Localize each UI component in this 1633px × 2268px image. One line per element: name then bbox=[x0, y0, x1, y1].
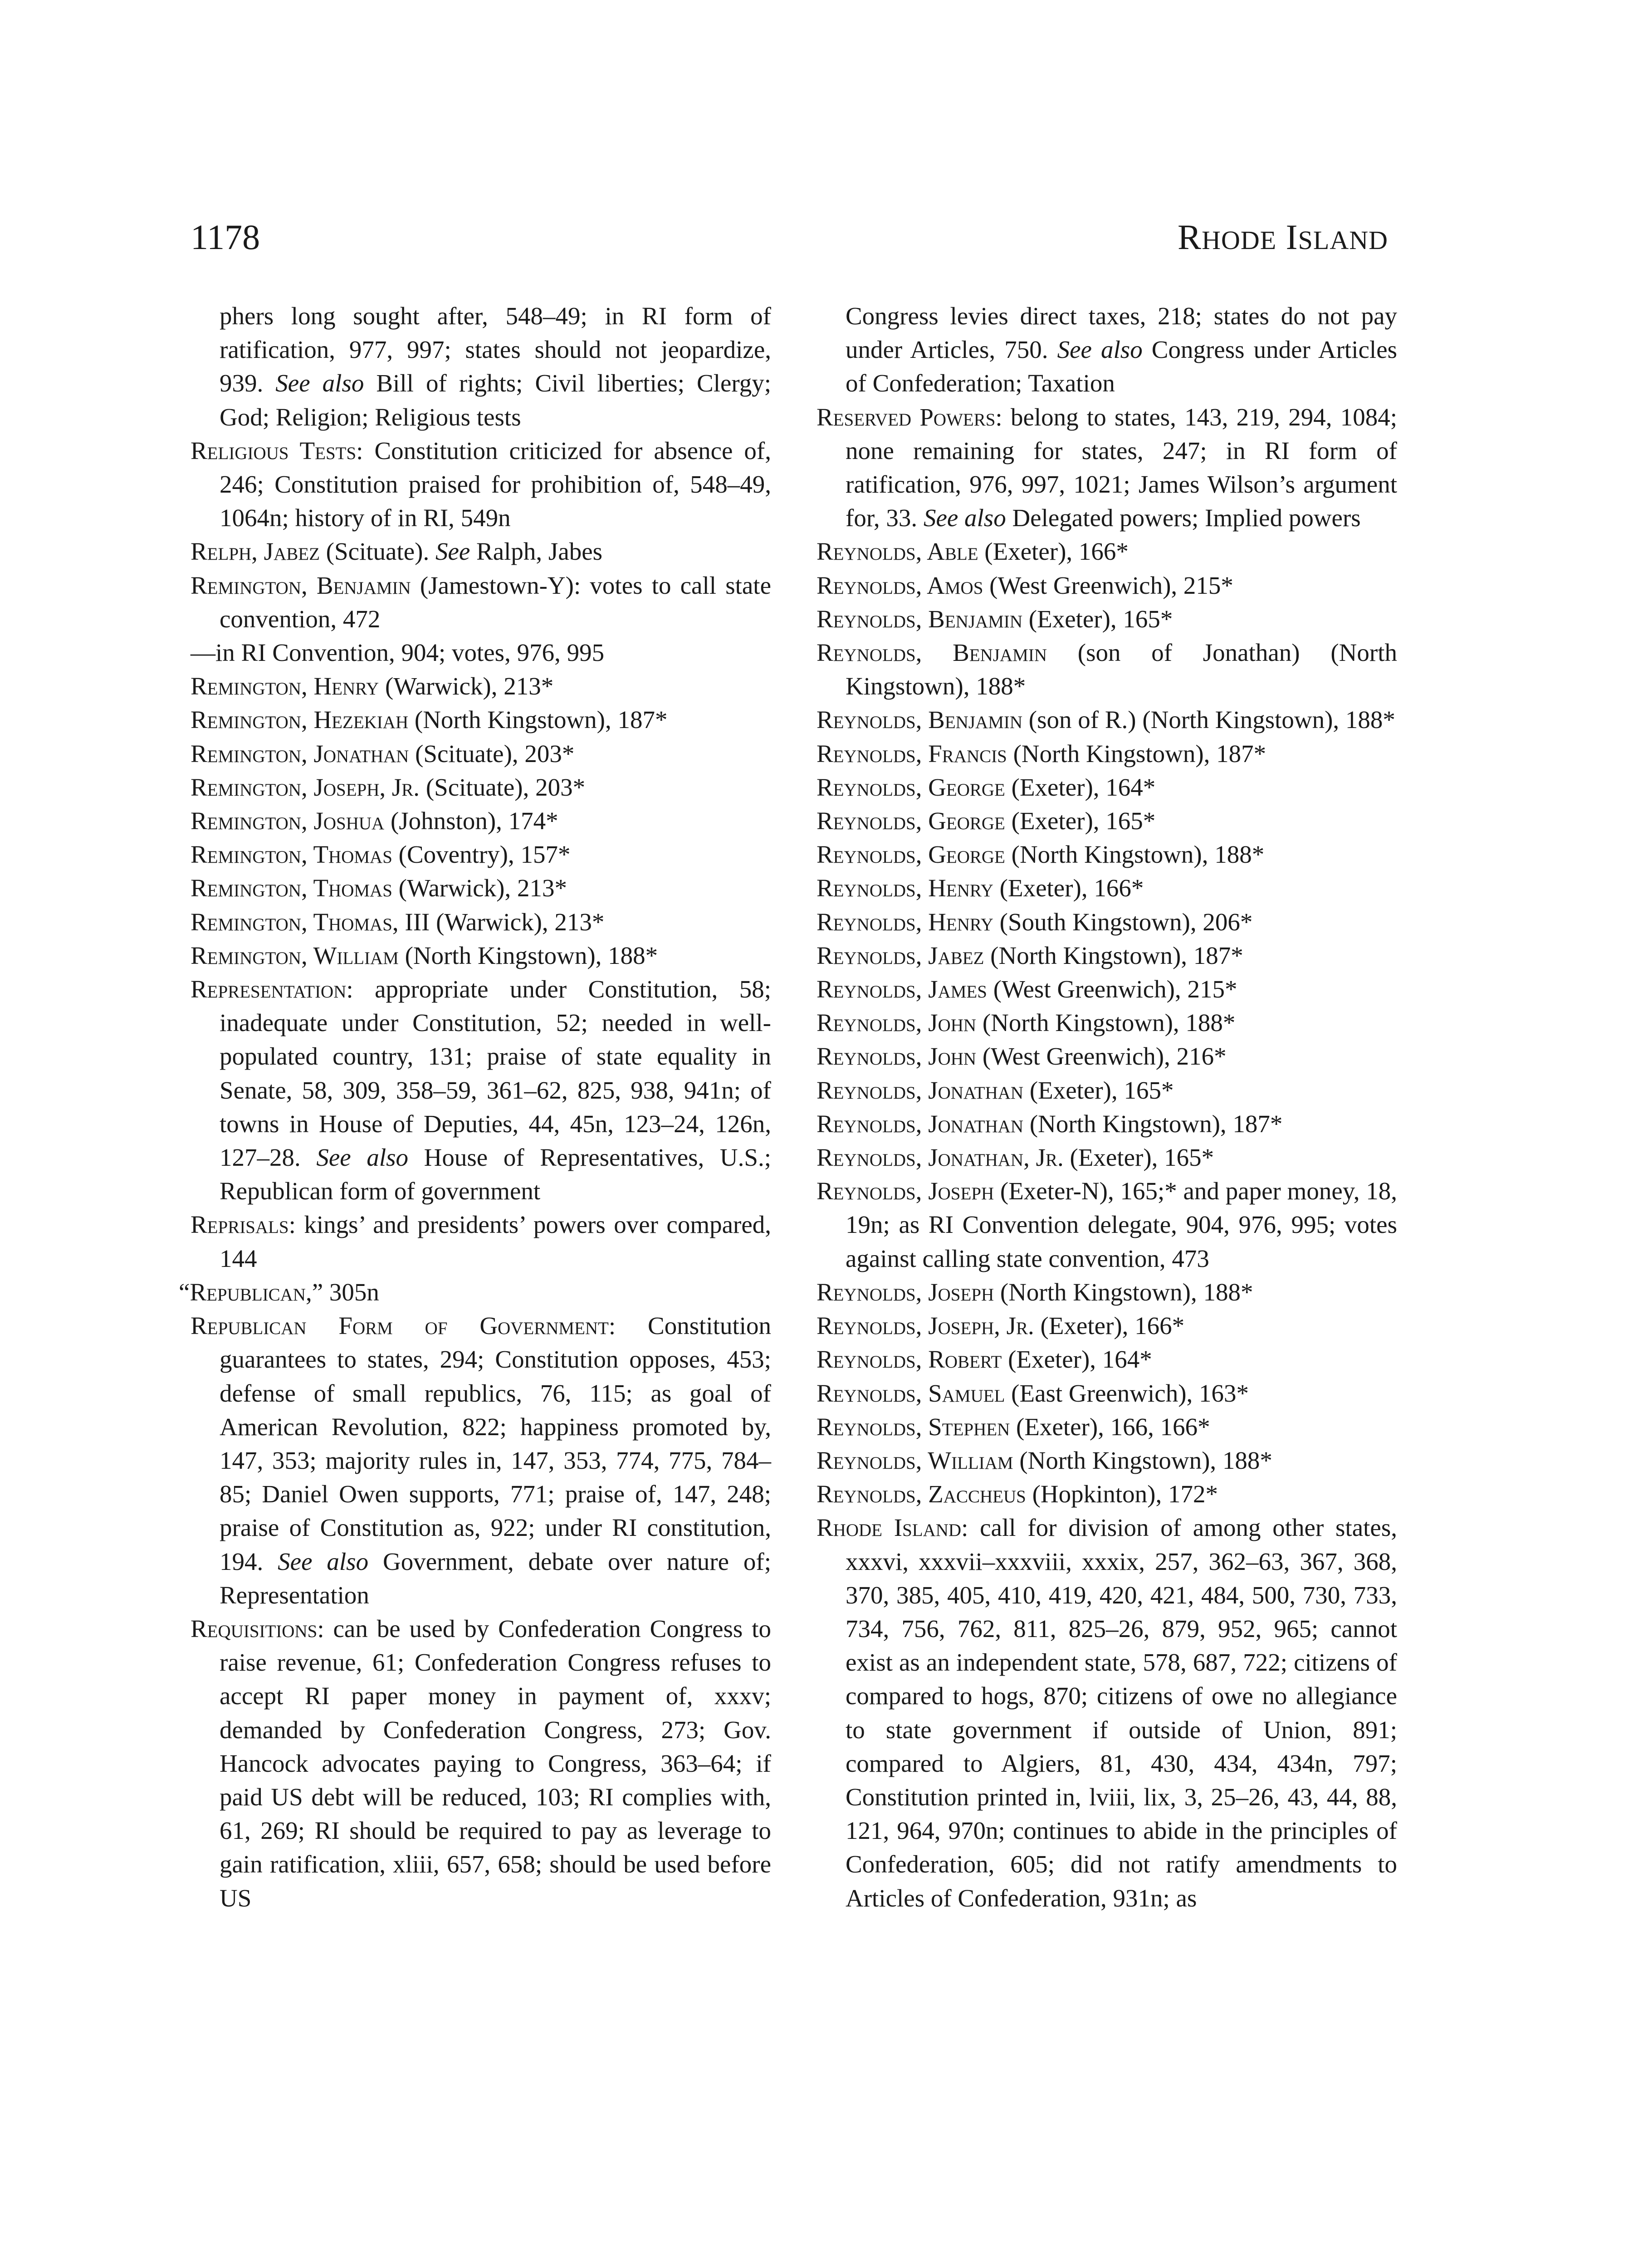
index-entry-text: (West Greenwich), 216* bbox=[976, 1042, 1227, 1070]
index-entry bbox=[191, 703, 771, 737]
index-entry-text: (North Kingstown), 188* bbox=[1013, 1446, 1272, 1474]
index-entry-text: Congress levies direct taxes, 218; states do not pay under Articles, 750. See also Congress under Articles of Confederation; Taxation bbox=[846, 302, 1398, 397]
index-entry bbox=[191, 1208, 771, 1275]
index-entry-text: : call for division of among other states, xxxvi, xxxvii–xxxviii, xxxix, 257, 362–63, 367, 368, 370, 385, 405, 410, 419, 420, 421, 484, 500, 730, 733, 734, 756, 762, 811, 825–26, 879, 952, 965; cannot exist as an independent state, 578, 687, 722; citizens of compared to hogs, 870; citizens of owe no allegiance to state government if outside of Union, 891; compared to Algiers, 81, 430, 434, 434n, 797; Constitution printed in, lviii, lix, 3, 25–26, 43, 44, 88, 121, 964, 970n; continues to abide in the principles of Confederation, 605; did not ratify amendments to Articles of Confederation, 931n; as bbox=[846, 1514, 1397, 1912]
index-entry bbox=[816, 1343, 1397, 1376]
index-entry bbox=[816, 871, 1397, 905]
index-entry-text: : belong to states, 143, 219, 294, 1084; none remaining for states, 247; in RI form of ratification, 976, 997, 1021; James Wilson’s argument for, 33. See also Delegated powers; Implied powers bbox=[846, 403, 1397, 532]
index-entry-text: (son of Jonathan) (North Kingstown), 188* bbox=[846, 639, 1397, 700]
index-entry-text: (West Greenwich), 215* bbox=[987, 975, 1237, 1003]
index-entry bbox=[191, 299, 771, 434]
index-entry-text: (North Kingstown), 188* bbox=[1005, 841, 1265, 869]
index-entry-text: (Johnston), 174* bbox=[384, 807, 558, 835]
index-entry-text: (Warwick), 213* bbox=[379, 672, 554, 700]
index-entry-text: (Exeter), 166* bbox=[978, 538, 1129, 566]
index-entry-text: (Scituate), 203* bbox=[420, 773, 586, 801]
index-entry bbox=[816, 602, 1397, 636]
index-entry-text: (North Kingstown), 187* bbox=[984, 941, 1243, 969]
page-header bbox=[191, 217, 1388, 262]
index-headword: Remington, Joshua bbox=[191, 807, 385, 835]
index-entry bbox=[816, 1141, 1397, 1174]
index-headword: Remington, Benjamin bbox=[191, 571, 411, 599]
index-entry bbox=[816, 1511, 1397, 1915]
index-entry bbox=[816, 905, 1397, 939]
index-headword: Reserved Powers bbox=[816, 403, 996, 431]
index-entry bbox=[816, 1444, 1397, 1477]
index-headword: Reynolds, John bbox=[816, 1042, 977, 1070]
index-headword: Reynolds, Amos bbox=[816, 571, 983, 599]
index-entry-text: : Constitution criticized for absence of, 246; Constitution praised for prohibition of, 548–49, 1064n; history of in RI, 549n bbox=[220, 436, 771, 532]
index-entry-text: (Warwick), 213* bbox=[430, 908, 605, 936]
index-entry-text: (Exeter), 165* bbox=[1005, 807, 1156, 835]
index-headword: Remington, Henry bbox=[191, 672, 379, 700]
index-headword: Reynolds, Joseph, Jr. bbox=[816, 1312, 1034, 1340]
index-entry bbox=[191, 973, 771, 1208]
index-headword: Reynolds, Stephen bbox=[816, 1413, 1010, 1441]
index-entry-text: : kings’ and presidents’ powers over compared, 144 bbox=[220, 1211, 771, 1272]
index-entry-text: (East Greenwich), 163* bbox=[1005, 1379, 1249, 1407]
index-entry-text: (Exeter-N), 165;* and paper money, 18, 19n; as RI Convention delegate, 904, 976, 995; votes against calling state convention, 473 bbox=[846, 1177, 1397, 1272]
index-entry-text: (North Kingstown), 188* bbox=[976, 1009, 1236, 1037]
index-entry bbox=[191, 1309, 771, 1612]
index-headword: Republican Form of Government bbox=[191, 1312, 609, 1340]
index-entry-text: (Exeter), 166* bbox=[1034, 1312, 1185, 1340]
index-headword: Reynolds, Henry bbox=[816, 874, 993, 902]
index-entry bbox=[816, 1040, 1397, 1073]
index-entry bbox=[191, 905, 771, 939]
index-entry bbox=[816, 569, 1397, 602]
index-entry bbox=[816, 1276, 1397, 1309]
index-entry bbox=[191, 771, 771, 804]
index-headword: Religious Tests bbox=[191, 436, 357, 464]
index-entry bbox=[816, 1410, 1397, 1444]
index-entry-text: (Exeter), 166, 166* bbox=[1010, 1413, 1210, 1441]
index-headword: Reynolds, Benjamin bbox=[816, 605, 1023, 633]
index-headword: Rhode Island bbox=[816, 1514, 962, 1542]
index-entry-text: (Jamestown-Y): votes to call state convention, 472 bbox=[220, 571, 771, 633]
index-entry bbox=[816, 1309, 1397, 1343]
index-headword: Reynolds, Joseph bbox=[816, 1278, 994, 1306]
index-entry bbox=[816, 838, 1397, 871]
index-headword: Reynolds, Henry bbox=[816, 908, 993, 936]
index-entry-text: (West Greenwich), 215* bbox=[983, 571, 1233, 599]
index-headword: Reynolds, Samuel bbox=[816, 1379, 1005, 1407]
index-entry bbox=[191, 670, 771, 703]
index-entry-text: (Exeter), 166* bbox=[993, 874, 1144, 902]
index-entry bbox=[191, 838, 771, 871]
index-entry-text: (Exeter), 165* bbox=[1023, 1076, 1174, 1104]
index-entry bbox=[816, 1174, 1397, 1276]
index-entry-text: (South Kingstown), 206* bbox=[993, 908, 1253, 936]
index-entry-text: (Hopkinton), 172* bbox=[1026, 1480, 1218, 1508]
index-entry bbox=[816, 804, 1397, 838]
index-headword: Reynolds, George bbox=[816, 807, 1005, 835]
index-entry bbox=[191, 535, 771, 568]
index-entry-text: (Exeter), 165* bbox=[1063, 1144, 1214, 1172]
index-entry-text: (North Kingstown), 187* bbox=[1023, 1110, 1283, 1138]
index-headword: Representation bbox=[191, 975, 347, 1003]
index-entry bbox=[816, 737, 1397, 771]
index-entry bbox=[816, 1074, 1397, 1107]
index-entry bbox=[191, 434, 771, 535]
index-entry-text: (son of R.) (North Kingstown), 188* bbox=[1022, 706, 1395, 734]
running-head: RHODE ISLAND bbox=[1178, 217, 1388, 257]
index-headword: Reynolds, Benjamin bbox=[816, 706, 1023, 734]
index-entry-text: (Coventry), 157* bbox=[392, 841, 571, 869]
index-headword: Reynolds, William bbox=[816, 1446, 1013, 1474]
index-entry bbox=[191, 569, 771, 636]
index-entry-text: (North Kingstown), 188* bbox=[994, 1278, 1253, 1306]
index-headword: Remington, Joseph, Jr. bbox=[191, 773, 420, 801]
index-headword: Remington, William bbox=[191, 941, 399, 969]
index-entry-text: 305n bbox=[323, 1278, 379, 1306]
index-headword: Remington, Hezekiah bbox=[191, 706, 409, 734]
index-entry-text: : can be used by Confederation Congress to raise revenue, 61; Confederation Congress refuses to accept RI paper money in payment of, xxxv; demanded by Confederation Congress, 273; Gov. Hancock advocates paying to Congress, 363–64; if paid US debt will be reduced, 103; RI complies with, 61, 269; RI should be required to pay as leverage to gain ratification, xliii, 657, 658; should be used before US bbox=[220, 1614, 771, 1912]
index-column-right bbox=[816, 299, 1397, 1915]
index-entry bbox=[179, 1276, 771, 1309]
index-column-left bbox=[179, 299, 772, 1915]
index-entry bbox=[816, 299, 1397, 401]
index-headword: Reynolds, Jabez bbox=[816, 941, 984, 969]
index-headword: Reprisals bbox=[191, 1211, 289, 1239]
index-entry bbox=[816, 401, 1397, 535]
index-entry-text: (Warwick), 213* bbox=[392, 874, 567, 902]
index-headword: Remington, Jonathan bbox=[191, 739, 409, 767]
index-headword: Reynolds, John bbox=[816, 1009, 977, 1037]
index-headword: Reynolds, James bbox=[816, 975, 987, 1003]
index-entry-text: : appropriate under Constitution, 58; inadequate under Constitution, 52; needed in well-populated country, 131; praise of state equality in Senate, 58, 309, 358–59, 361–62, 825, 938, 941n; of towns in House of Deputies, 44, 45n, 123–24, 126n, 127–28. See also House of Representatives, U.S.; Republican form of government bbox=[220, 975, 771, 1205]
index-entry bbox=[191, 737, 771, 771]
index-entry-text: —in RI Convention, 904; votes, 976, 995 bbox=[191, 639, 605, 667]
index-entry bbox=[191, 871, 771, 905]
page-number: 1178 bbox=[191, 217, 260, 257]
index-entry bbox=[191, 1612, 771, 1915]
index-entry-text: (Exeter), 164* bbox=[1002, 1345, 1152, 1374]
index-headword: Reynolds, Zaccheus bbox=[816, 1480, 1026, 1508]
index-entry-text: phers long sought after, 548–49; in RI form of ratification, 977, 997; states should not jeopardize, 939. See also Bill of rights; Civil liberties; Clergy; God; Religion; Religious tests bbox=[220, 302, 771, 431]
index-entry-text: (North Kingstown), 187* bbox=[1007, 739, 1266, 767]
index-headword: Reynolds, Jonathan, Jr. bbox=[816, 1144, 1064, 1172]
index-entry bbox=[816, 636, 1397, 703]
index-entry-text: (Exeter), 165* bbox=[1022, 605, 1173, 633]
index-entry-text: (Exeter), 164* bbox=[1005, 773, 1156, 801]
index-entry bbox=[816, 939, 1397, 973]
index-headword: Reynolds, George bbox=[816, 773, 1005, 801]
index-headword: Relph, Jabez bbox=[191, 538, 320, 566]
index-headword: Reynolds, Joseph bbox=[816, 1177, 994, 1205]
index-headword: Reynolds, Robert bbox=[816, 1345, 1002, 1374]
index-entry bbox=[816, 1377, 1397, 1410]
index-headword: Reynolds, Benjamin bbox=[816, 639, 1047, 667]
index-entry bbox=[191, 636, 771, 670]
index-entry bbox=[816, 771, 1397, 804]
index-headword: “Republican,” bbox=[179, 1278, 323, 1306]
index-entry bbox=[816, 703, 1397, 737]
index-headword: Reynolds, Able bbox=[816, 538, 978, 566]
index-entry-text: (Scituate), 203* bbox=[409, 739, 575, 767]
index-headword: Remington, Thomas bbox=[191, 841, 392, 869]
index-headword: Remington, Thomas bbox=[191, 874, 392, 902]
index-entry-text: : Constitution guarantees to states, 294; Constitution opposes, 453; defense of small republics, 76, 115; as goal of American Revolution, 822; happiness promoted by, 147, 353; majority rules in, 147, 353, 774, 775, 784–85; Daniel Owen supports, 771; praise of, 147, 248; praise of Constitution as, 922; under RI constitution, 194. See also Government, debate over nature of; Representation bbox=[220, 1312, 772, 1609]
index-entry-text: (North Kingstown), 187* bbox=[408, 706, 668, 734]
index-entry bbox=[816, 973, 1397, 1006]
index-headword: Requisitions bbox=[191, 1614, 318, 1642]
index-entry-text: (North Kingstown), 188* bbox=[398, 941, 658, 969]
index-entry-text: (Scituate). See Ralph, Jabes bbox=[319, 538, 603, 566]
index-entry bbox=[191, 804, 771, 838]
index-entry bbox=[816, 1477, 1397, 1511]
index-headword: Reynolds, George bbox=[816, 841, 1005, 869]
index-entry bbox=[816, 1006, 1397, 1040]
index-headword: Reynolds, Jonathan bbox=[816, 1110, 1024, 1138]
index-entry bbox=[816, 1107, 1397, 1141]
index-headword: Remington, Thomas, III bbox=[191, 908, 430, 936]
index-headword: Reynolds, Francis bbox=[816, 739, 1007, 767]
index-entry bbox=[191, 939, 771, 973]
index-headword: Reynolds, Jonathan bbox=[816, 1076, 1024, 1104]
index-entry bbox=[816, 535, 1397, 568]
